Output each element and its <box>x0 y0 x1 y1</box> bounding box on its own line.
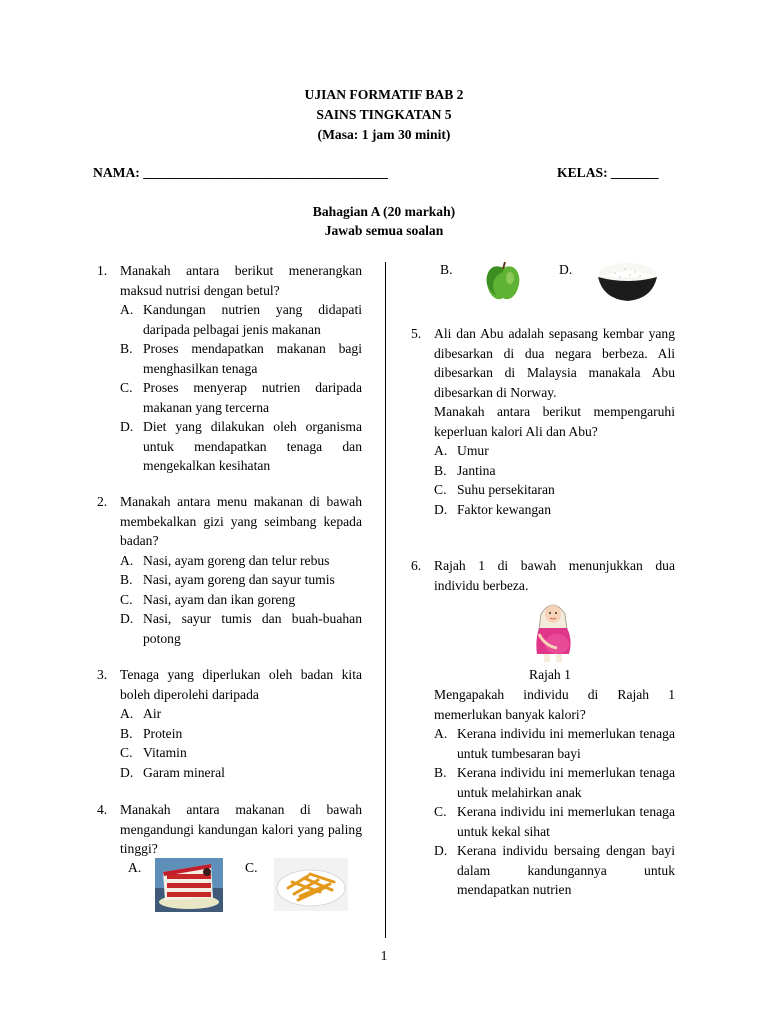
question-text-2: Mengapakah individu di Rajah 1 memerlukan banyak kalori? <box>434 687 675 722</box>
figure-caption: Rajah 1 <box>529 667 571 682</box>
option-a-label[interactable]: A. <box>128 860 142 875</box>
exam-duration: (Masa: 1 jam 30 minit) <box>317 127 451 142</box>
option-a[interactable]: A. Air <box>120 706 162 721</box>
exam-subject: SAINS TINGKATAN 5 <box>316 107 452 122</box>
question-number: 6. <box>411 558 422 573</box>
option-b[interactable]: B. Proses mendapatkan makanan bagi menghasilkan tenaga <box>120 341 362 376</box>
option-d[interactable]: D. Faktor kewangan <box>434 501 551 517</box>
option-b[interactable]: B. Jantina <box>434 462 496 478</box>
question-text: Ali dan Abu adalah sepasang kembar yang dibesarkan di dua negara berbeza. Ali dibesarkan di Malaysia manakala Abu dibesarkan di Norway. <box>434 326 675 400</box>
question-text: Manakah antara makanan di bawah mengandungi kandungan kalori yang paling tinggi? <box>120 802 362 856</box>
question-5 <box>411 324 675 519</box>
question-text: Rajah 1 di bawah menunjukkan dua individu berbeza. <box>434 558 675 593</box>
option-a[interactable]: A. Umur <box>434 443 489 458</box>
rice-bowl-image[interactable] <box>595 259 660 304</box>
question-1 <box>97 261 362 476</box>
option-a[interactable]: A. Kandungan nutrien yang didapati daripada pelbagai jenis makanan <box>120 302 362 337</box>
question-text: Manakah antara berikut menerangkan maksud nutrisi dengan betul? <box>120 263 362 298</box>
section-title: Bahagian A (20 markah) <box>312 204 456 219</box>
question-number: 5. <box>411 326 422 341</box>
pregnant-woman-image <box>527 598 579 664</box>
option-b[interactable]: B. Nasi, ayam goreng dan sayur tumis <box>120 572 335 587</box>
name-field-label[interactable]: NAMA: ____________________________________ <box>93 165 388 180</box>
question-text-2: Manakah antara berikut mempengaruhi keperluan kalori Ali dan Abu? <box>434 404 675 439</box>
question-number: 2. <box>97 494 108 509</box>
option-a[interactable]: A. Nasi, ayam goreng dan telur rebus <box>120 552 330 568</box>
option-c[interactable]: C. Suhu persekitaran <box>434 482 555 497</box>
section-instruction: Jawab semua soalan <box>324 223 444 238</box>
green-apple-image[interactable] <box>483 260 523 302</box>
question-3 <box>97 665 362 782</box>
column-divider <box>385 262 386 938</box>
option-d[interactable]: D. Diet yang dilakukan oleh organisma untuk mendapatkan tenaga dan mengekalkan kesihatan <box>120 419 362 473</box>
option-c[interactable]: C. Vitamin <box>120 745 187 760</box>
page-number: 1 <box>380 948 388 963</box>
option-b[interactable]: B. Protein <box>120 725 183 741</box>
option-c[interactable]: C. Proses menyerap nutrien daripada makanan yang tercerna <box>120 380 362 415</box>
option-a[interactable]: A. Kerana individu ini memerlukan tenaga untuk tumbesaran bayi <box>434 726 675 761</box>
cake-slice-image[interactable] <box>155 858 223 912</box>
option-d[interactable]: D. Garam mineral <box>120 764 225 780</box>
question-number: 4. <box>97 802 108 817</box>
option-d-label[interactable]: D. <box>559 262 573 277</box>
class-field-label[interactable]: KELAS: _______ <box>557 165 659 180</box>
option-c-label[interactable]: C. <box>245 860 258 875</box>
option-c[interactable]: C. Kerana individu ini memerlukan tenaga untuk kekal sihat <box>434 804 675 839</box>
question-4 <box>97 800 362 859</box>
option-d[interactable]: D. Nasi, sayur tumis dan buah-buahan potong <box>120 611 362 646</box>
question-2 <box>97 492 362 648</box>
exam-title: UJIAN FORMATIF BAB 2 <box>304 87 464 102</box>
question-number: 3. <box>97 667 108 682</box>
question-text: Tenaga yang diperlukan oleh badan kita boleh diperolehi daripada <box>120 667 362 702</box>
question-text: Manakah antara menu makanan di bawah membekalkan gizi yang seimbang kepada badan? <box>120 494 362 548</box>
french-fries-image[interactable] <box>274 858 348 911</box>
option-b[interactable]: B. Kerana individu ini memerlukan tenaga untuk melahirkan anak <box>434 765 675 800</box>
question-number: 1. <box>97 263 108 278</box>
option-d[interactable]: D. Kerana individu bersaing dengan bayi dalam kandungannya untuk mendapatkan nutrien <box>434 843 675 897</box>
question-6-continued <box>434 685 675 900</box>
option-b-label[interactable]: B. <box>440 262 453 277</box>
question-6 <box>411 556 675 595</box>
option-c[interactable]: C. Nasi, ayam dan ikan goreng <box>120 591 296 607</box>
